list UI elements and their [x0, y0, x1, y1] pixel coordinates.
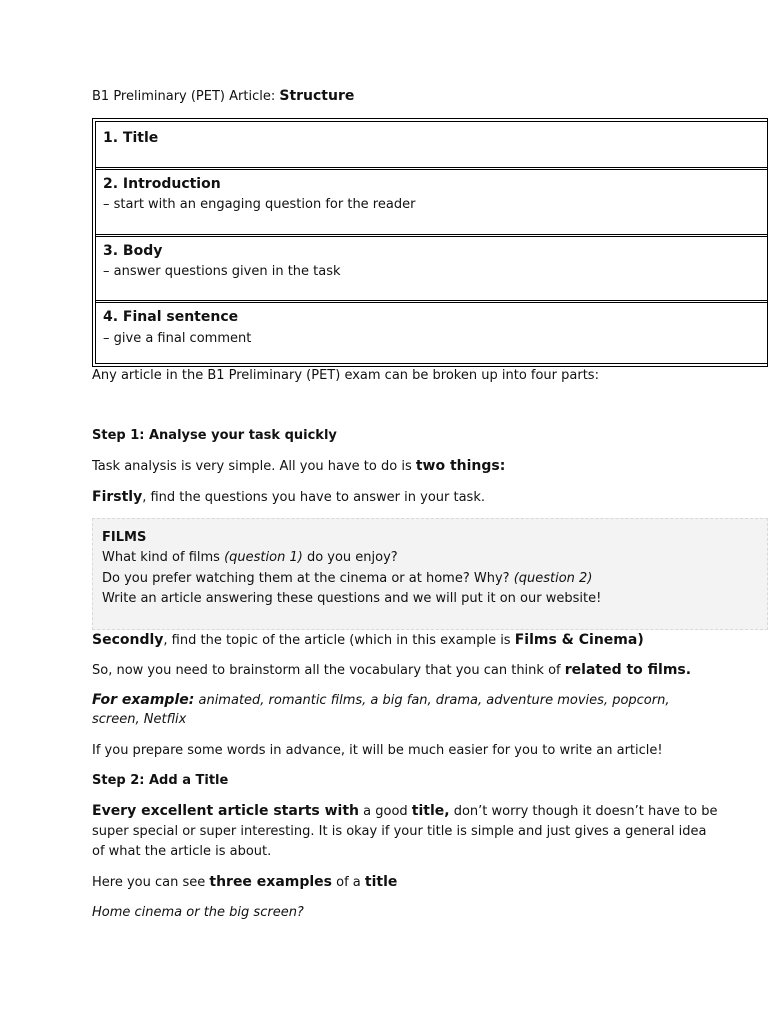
line-text: What kind of films [102, 550, 225, 565]
topic-bold: Films & Cinema) [514, 632, 644, 648]
secondly-text: , find the topic of the article (which in this example is [163, 633, 515, 648]
secondly-bold: Secondly [92, 632, 164, 648]
advance-paragraph: If you prepare some words in advance, it will be much easier for you to write an article! [92, 743, 663, 758]
row-divider [96, 300, 767, 301]
table-row [96, 122, 767, 168]
task-box-line [102, 569, 592, 589]
question-label: (question 2) [513, 571, 593, 586]
step2-paragraph-line: of what the article is about. [92, 844, 272, 859]
analysis-bold: two things: [415, 458, 506, 474]
task-box-title: FILMS [102, 530, 147, 545]
task-box [92, 518, 768, 630]
example-label: For example: [92, 692, 195, 708]
examples-text: of a [332, 875, 365, 890]
row-divider [96, 167, 767, 168]
table-row [96, 170, 767, 236]
step2-paragraph-line [92, 801, 717, 822]
step1-heading: Step 1: Analyse your task quickly [92, 428, 337, 443]
step2-bold: Every excellent article starts with [92, 803, 360, 819]
row-heading: 2. Introduction [103, 176, 221, 192]
row-divider [96, 234, 767, 235]
brainstorm-text: So, now you need to brainstorm all the vocabulary that you can think of [92, 663, 565, 678]
examples-bold: title [364, 874, 398, 890]
example-title: Home cinema or the big screen? [92, 905, 304, 920]
heading-emphasis: Structure [279, 88, 355, 104]
structure-table-inner [95, 121, 767, 364]
line-text: Do you prefer watching them at the cinema or at home? Why? [102, 571, 514, 586]
question-label: (question 1) [224, 550, 303, 565]
line-text: do you enjoy? [302, 550, 398, 565]
example-paragraph [92, 690, 669, 711]
task-box-line [102, 548, 398, 568]
task-box-line: Write an article answering these questions and we will put it on our website! [102, 591, 602, 606]
step2-bold: title, [411, 803, 450, 819]
heading-prefix: B1 Preliminary (PET) Article: [92, 89, 280, 104]
task-analysis-text [92, 456, 505, 477]
firstly-text: , find the questions you have to answer in your task. [142, 490, 485, 505]
row-detail: – start with an engaging question for the reader [103, 197, 416, 212]
step2-heading: Step 2: Add a Title [92, 773, 229, 788]
row-detail: – answer questions given in the task [103, 264, 341, 279]
table-row [96, 303, 767, 365]
step2-paragraph-line: super special or super interesting. It is okay if your title is simple and just gives a general idea [92, 824, 707, 839]
secondly-paragraph [92, 630, 644, 651]
step2-text: a good [359, 804, 412, 819]
step2-text: don’t worry though it doesn’t have to be [449, 804, 718, 819]
example-words-continued: screen, Netflix [92, 712, 187, 727]
row-heading: 3. Body [103, 243, 163, 259]
document-heading [92, 86, 354, 107]
example-words: animated, romantic films, a big fan, drama, adventure movies, popcorn, [194, 693, 670, 708]
row-heading: 1. Title [103, 130, 159, 146]
row-heading: 4. Final sentence [103, 309, 239, 325]
table-row [96, 237, 767, 303]
brainstorm-paragraph [92, 660, 691, 681]
firstly-bold: Firstly [92, 489, 143, 505]
row-detail: – give a final comment [103, 331, 252, 346]
intro-text: Any article in the B1 Preliminary (PET) exam can be broken up into four parts: [92, 368, 599, 383]
structure-table [92, 118, 768, 367]
examples-bold: three examples [209, 874, 333, 890]
examples-paragraph [92, 872, 397, 893]
analysis-text: Task analysis is very simple. All you have to do is [92, 459, 416, 474]
brainstorm-bold: related to films. [564, 662, 692, 678]
examples-text: Here you can see [92, 875, 210, 890]
firstly-paragraph [92, 487, 485, 508]
